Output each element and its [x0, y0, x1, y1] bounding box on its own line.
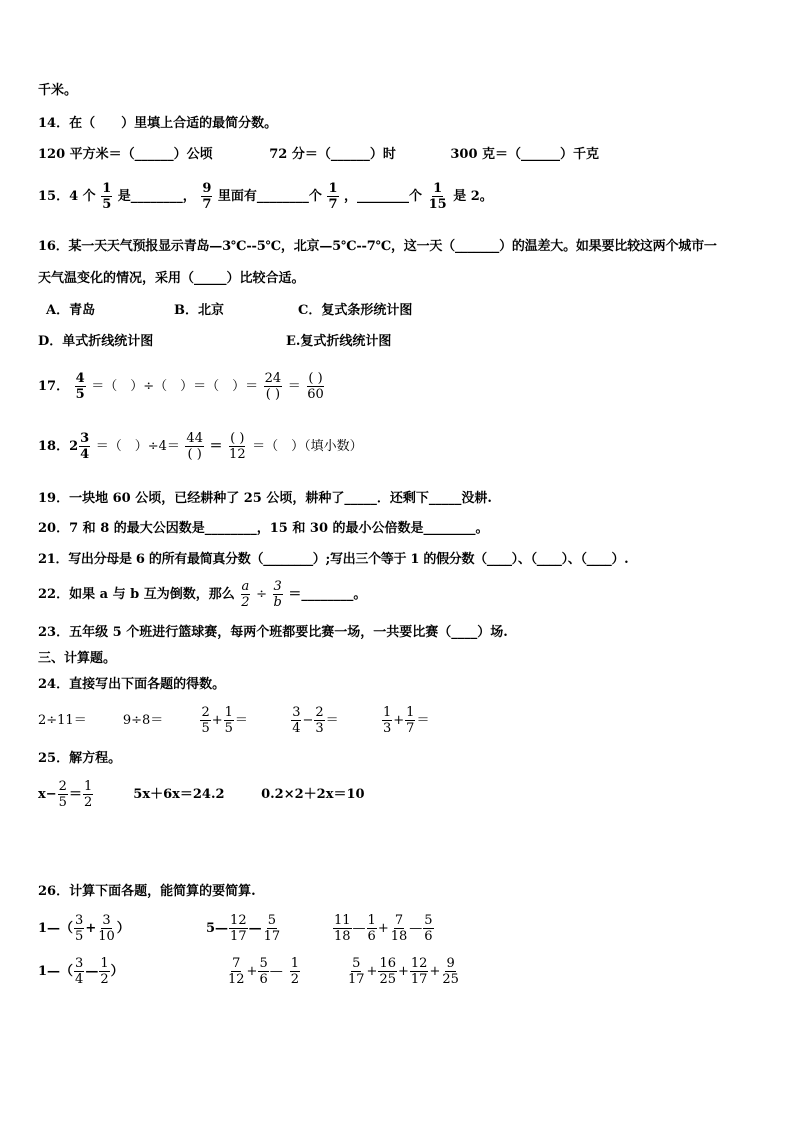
q14-item-a: 120 平方米＝（______）公顷: [38, 147, 213, 162]
q24-exercises: [38, 706, 429, 735]
q23: 23．五年级 5 个班进行篮球赛，每两个班都要比赛一场，一共要比赛（____）场.: [38, 625, 508, 640]
q24-expr-3: $\frac{2}{5}$ + $\frac{1}{5}$ ＝: [201, 705, 248, 736]
q15-frac-1: $\frac{1}{5}$: [102, 181, 112, 212]
q21: 21．写出分母是 6 的所有最简真分数（________）;写出三个等于 1 的假分数（____）、（____）、（____）.: [38, 552, 629, 567]
q20: 20．7 和 8 的最大公因数是________，15 和 30 的最小公倍数是________。: [38, 521, 489, 536]
q15-frac-3: $\frac{1}{7}$: [328, 181, 338, 212]
q22: [38, 580, 366, 609]
q14-title: 14．在（ ）里填上合适的最简分数。: [38, 116, 278, 131]
q16-line-2: 天气温变化的情况，采用（_____）比较合适。: [38, 271, 305, 286]
q17-frac-3: $\frac{( )}{60}$: [307, 371, 324, 402]
q26-row-1-b: 5— $\frac{12}{17}$ — $\frac{5}{17}$: [206, 913, 281, 944]
q17: [38, 372, 326, 401]
q24-title: 24．直接写出下面各题的得数。: [38, 677, 226, 692]
q17-num: 17．: [38, 379, 70, 394]
q15-text-4: 是 2。: [453, 189, 493, 204]
q18: [38, 432, 363, 461]
q14-item-b: 72 分＝（______）时: [269, 147, 396, 162]
q17-mid: ＝（ ）÷（ ）＝（ ）＝: [91, 379, 259, 394]
q17-frac-1: $\frac{4}{5}$: [75, 371, 85, 402]
q25-title: 25．解方程。: [38, 751, 122, 766]
q15-text-2: 里面有________个: [217, 189, 322, 204]
q18-text-1: ＝（ ）÷4＝: [95, 439, 180, 454]
q25-eq-2: 5x＋6x＝24.2: [133, 787, 225, 802]
q15-frac-2: $\frac{9}{7}$: [202, 181, 212, 212]
q16-option-c: C．复式条形统计图: [298, 303, 413, 318]
prev-question-tail: 千米。: [38, 83, 78, 98]
q25-eq-3: 0.2×2＋2x＝10: [261, 787, 365, 802]
q16-line-1: 16．某一天天气预报显示青岛—3℃--5℃，北京—5℃--7℃，这一天（_______）的温差大。如果要比较这两个城市一: [38, 239, 717, 254]
q18-frac-2: $\frac{44}{( )}$: [186, 431, 203, 462]
q15-text-1: 是________，: [117, 189, 196, 204]
q16-option-d: D．单式折线统计图: [38, 334, 154, 349]
q17-frac-2: $\frac{24}{( )}$: [264, 371, 282, 402]
q16-option-b: B．北京: [174, 303, 224, 318]
q22-frac-2: $\frac{3}{b}$: [273, 579, 282, 610]
q18-frac-3: $\frac{( )}{12}$: [229, 431, 246, 462]
q19: 19．一块地 60 公顷，已经耕种了 25 公顷，耕种了_____．还剩下_____没耕.: [38, 491, 492, 506]
q14-item-c: 300 克＝（______）千克: [450, 147, 600, 162]
q24-expr-5: $\frac{1}{3}$ + $\frac{1}{7}$ ＝: [382, 705, 430, 736]
q26-row-1-c: $\frac{11}{18}$ — $\frac{1}{6}$ + $\frac{7}{18}$ — $\frac{5}{6}$: [334, 913, 433, 944]
q15-text-3: ，________个: [344, 189, 423, 204]
q26-row-2-a: 1—（ $\frac{3}{4}$ — $\frac{1}{2}$ ）: [38, 956, 124, 987]
q18-frac-1: $\frac{3}{4}$: [80, 431, 90, 462]
q25-eq-1: x− $\frac{2}{5}$ ＝ $\frac{1}{2}$: [38, 779, 93, 810]
q17-eq: ＝: [287, 379, 301, 394]
q14-items: [38, 146, 599, 164]
q18-text-3: ＝（ ）（填小数）: [252, 439, 363, 454]
q16-option-a: A．青岛: [46, 303, 96, 318]
q18-num: 18．2: [38, 439, 79, 454]
q15-frac-4: $\frac{1}{15}$: [428, 181, 447, 212]
q24-expr-1: 2÷11＝: [38, 713, 87, 728]
q26-row-1-a: 1—（ $\frac{3}{5}$ + $\frac{3}{10}$ ）: [38, 913, 130, 944]
q22-op: ÷: [256, 587, 267, 602]
q22-frac-1: $\frac{a}{2}$: [241, 579, 250, 610]
q26-row-2-c: $\frac{5}{17}$ + $\frac{16}{25}$ + $\frac{12}{17}$ + $\frac{9}{25}$: [348, 956, 459, 987]
q15: [38, 182, 493, 211]
q15-num: 15．4 个: [38, 189, 96, 204]
q16-option-e: E.复式折线统计图: [286, 334, 392, 349]
q18-text-2: ＝: [209, 439, 223, 454]
q24-expr-2: 9÷8＝: [122, 713, 164, 728]
q26-row-2-b: $\frac{7}{12}$ + $\frac{5}{6}$ — $\frac{1}{2}$: [228, 956, 300, 987]
q22-pre: 22．如果 a 与 b 互为倒数，那么: [38, 587, 235, 602]
q26-title: 26．计算下面各题，能简算的要简算.: [38, 884, 256, 899]
q25-equations: [38, 780, 365, 809]
q22-post: ＝________。: [288, 587, 367, 602]
q24-expr-4: $\frac{3}{4}$ − $\frac{2}{3}$ ＝: [292, 705, 339, 736]
section-3-title: 三、计算题。: [38, 651, 117, 666]
